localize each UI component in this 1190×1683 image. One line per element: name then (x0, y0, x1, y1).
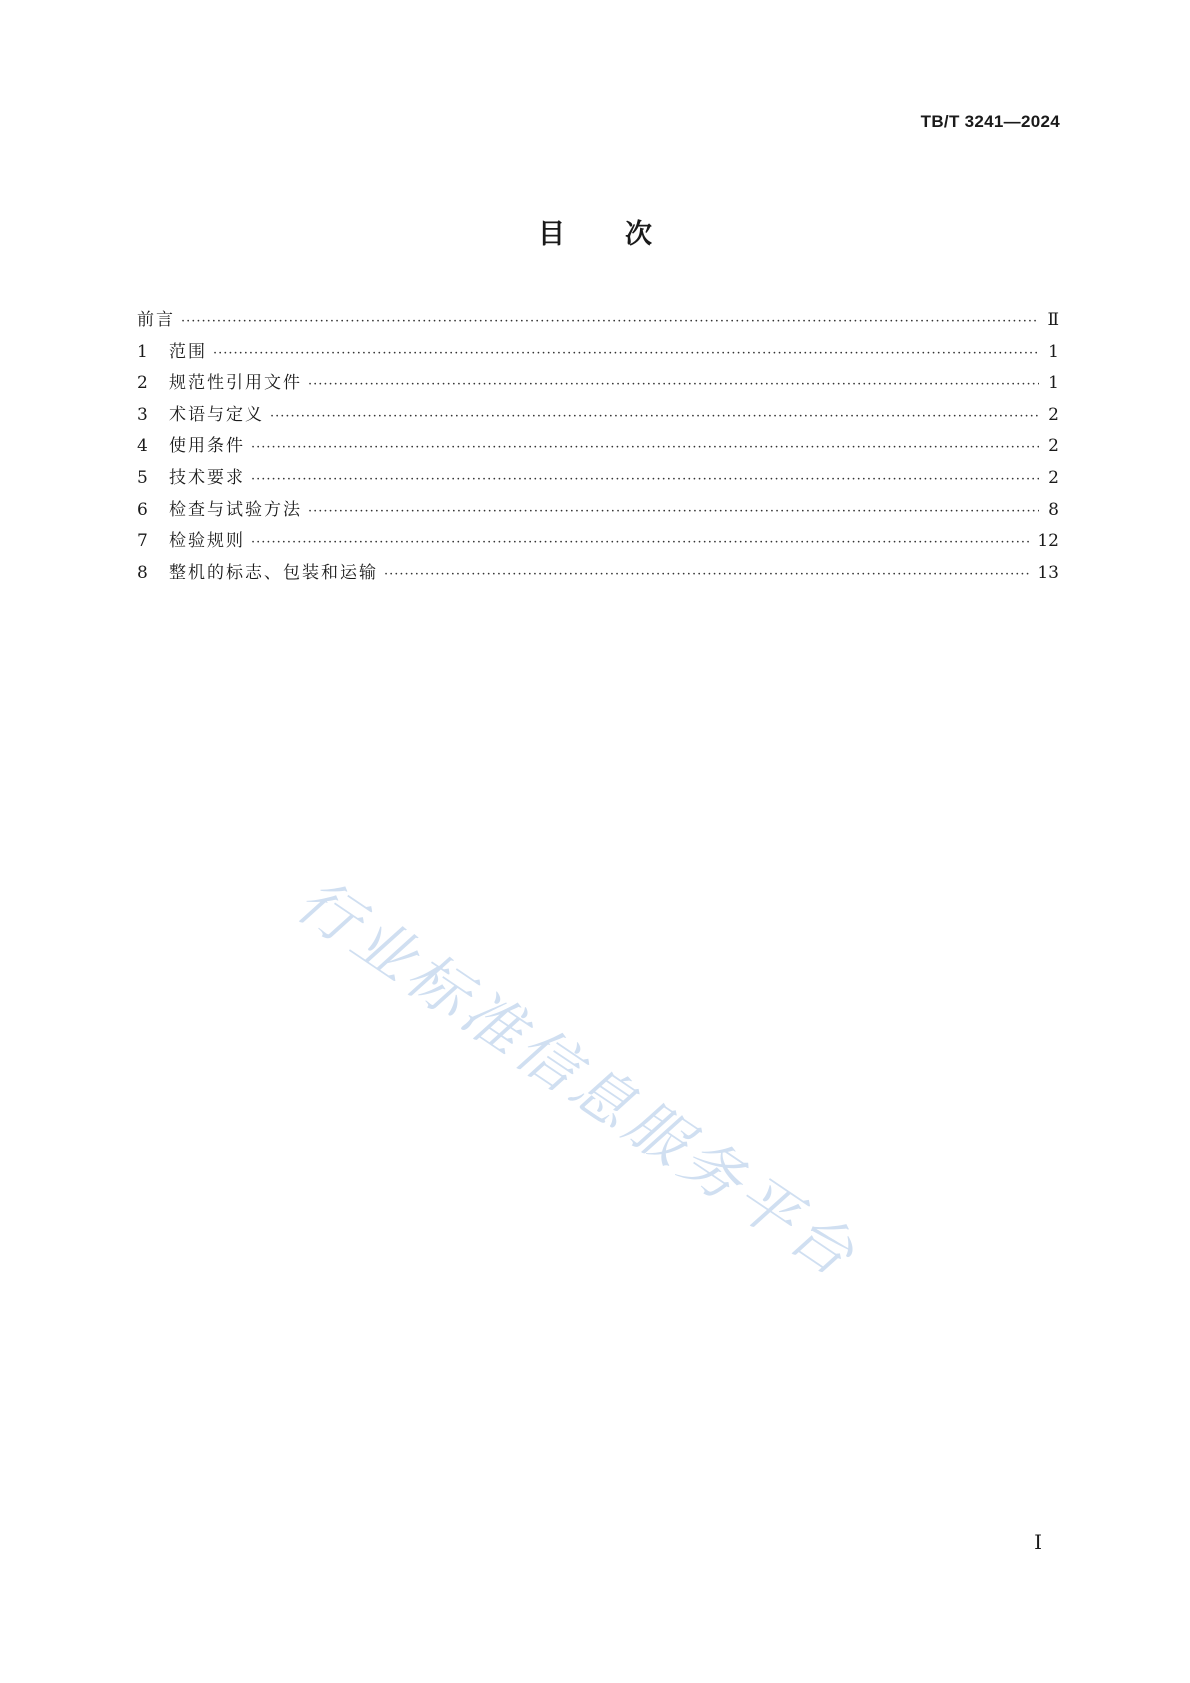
toc-list (137, 305, 1059, 589)
toc-entry-5[interactable] (137, 463, 1059, 495)
toc-entry-3[interactable] (137, 400, 1059, 432)
toc-entry-page: 1 (1048, 341, 1059, 362)
toc-entry-label: 规范性引用文件 (169, 373, 302, 394)
toc-entry-label: 检查与试验方法 (169, 499, 302, 520)
toc-entry-label: 技术要求 (169, 467, 245, 488)
toc-entry-label: 术语与定义 (169, 404, 264, 425)
toc-leader-dots (251, 464, 1039, 496)
toc-entry-2[interactable] (137, 368, 1059, 400)
toc-entry-8[interactable] (137, 558, 1059, 590)
toc-leader-dots (384, 559, 1031, 591)
toc-entry-page: Ⅱ (1047, 310, 1059, 330)
toc-leader-dots (308, 369, 1039, 401)
toc-entry-page: 12 (1037, 531, 1059, 552)
toc-entry-page: 2 (1048, 467, 1059, 488)
toc-entry-page: 1 (1048, 373, 1059, 394)
toc-leader-dots (270, 401, 1039, 433)
toc-entry-number: 3 (137, 404, 148, 425)
toc-entry-page: 8 (1048, 499, 1059, 520)
toc-entry-number: 4 (137, 436, 148, 457)
toc-entry-page: 2 (1048, 404, 1059, 425)
document-code: TB/T 3241—2024 (920, 112, 1060, 131)
toc-entry-number: 5 (137, 467, 148, 488)
toc-leader-dots (308, 496, 1039, 528)
toc-entry-foreword[interactable] (137, 305, 1059, 337)
toc-leader-dots (251, 432, 1039, 464)
toc-leader-dots (181, 306, 1039, 338)
toc-entry-label: 检验规则 (169, 531, 245, 552)
toc-leader-dots (251, 527, 1031, 559)
toc-entry-number: 8 (137, 562, 148, 583)
page-number: I (1034, 1530, 1042, 1554)
toc-entry-number: 7 (137, 531, 148, 552)
toc-entry-6[interactable] (137, 495, 1059, 527)
toc-entry-page: 13 (1037, 562, 1059, 583)
toc-entry-7[interactable] (137, 526, 1059, 558)
toc-title: 目次 (538, 219, 712, 250)
toc-entry-4[interactable] (137, 431, 1059, 463)
toc-entry-number: 6 (137, 499, 148, 520)
toc-entry-label: 整机的标志、包装和运输 (169, 562, 378, 583)
toc-leader-dots (213, 338, 1039, 370)
watermark: 行业标准信息服务平台 (284, 865, 871, 1293)
toc-entry-label: 前言 (137, 310, 175, 330)
toc-entry-label: 使用条件 (169, 436, 245, 457)
toc-entry-1[interactable] (137, 337, 1059, 369)
toc-entry-number: 1 (137, 341, 148, 362)
toc-entry-label: 范围 (169, 341, 207, 362)
toc-entry-page: 2 (1048, 436, 1059, 457)
toc-entry-number: 2 (137, 373, 148, 394)
